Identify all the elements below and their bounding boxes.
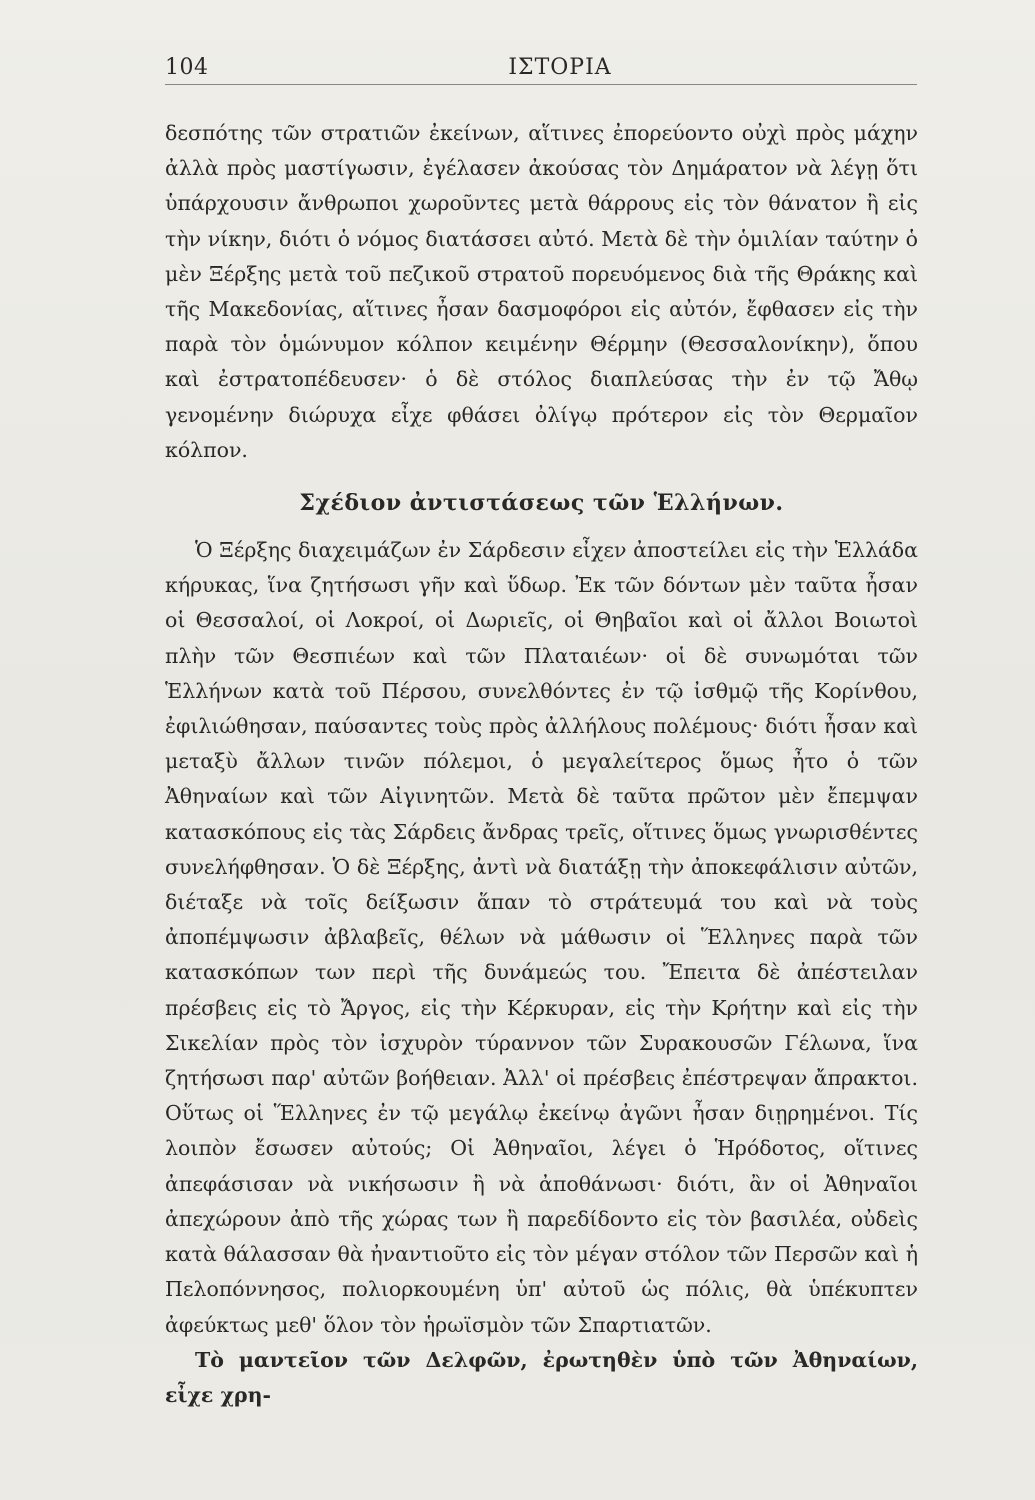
- section-heading: Σχέδιον ἀντιστάσεως τῶν Ἑλλήνων.: [299, 490, 784, 517]
- running-head: ΙΣΤΟΡΙΑ: [508, 55, 612, 80]
- page-header: [165, 55, 915, 85]
- page-number: 104: [165, 55, 209, 80]
- paragraph: Ὁ Ξέρξης διαχειμάζων ἐν Σάρδεσιν εἶχεν ἀποστείλει εἰς τὴν Ἑλλάδα κήρυκας, ἵνα ζητήσωσι γῆν καὶ ὕδωρ. Ἐκ τῶν δόντων μὲν ταῦτα ἦσαν οἱ Θεσσαλοί, οἱ Λοκροί, οἱ Δωριεῖς, οἱ Θηβαῖοι καὶ οἱ ἄλλοι Βοιωτοὶ πλὴν τῶν Θεσπιέων καὶ τῶν Πλαταιέων· οἱ δὲ συνωμόται τῶν Ἑλλήνων κατὰ τοῦ Πέρσου, συνελθόντες ἐν τῷ ἰσθμῷ τῆς Κορίνθου, ἐφιλιώθησαν, παύσαντες τοὺς πρὸς ἀλλήλους πολέμους· διότι ἦσαν καὶ μεταξὺ ἄλλων τινῶν πόλεμοι, ὁ μεγαλείτερος ὅμως ἦτο ὁ τῶν Ἀθηναίων καὶ τῶν Αἰγινητῶν. Μετὰ δὲ ταῦτα πρῶτον μὲν ἔπεμψαν κατασκόπους εἰς τὰς Σάρδεις ἄνδρας τρεῖς, οἵτινες ὅμως γνωρισθέντες συνελήφθησαν. Ὁ δὲ Ξέρξης, ἀντὶ νὰ διατάξῃ τὴν ἀποκεφάλισιν αὐτῶν, διέταξε νὰ τοῖς δείξωσιν ἅπαν τὸ στράτευμά του καὶ νὰ τοὺς ἀποπέμψωσιν ἀβλαβεῖς, θέλων νὰ μάθωσιν οἱ Ἕλληνες παρὰ τῶν κατασκόπων των περὶ τῆς δυνάμεώς του. Ἔπειτα δὲ ἀπέστειλαν πρέσβεις εἰς τὸ Ἄργος, εἰς τὴν Κέρκυραν, εἰς τὴν Κρήτην καὶ εἰς τὴν Σικελίαν πρὸς τὸν ἰσχυρὸν τύραννον τῶν Συρακουσῶν Γέλωνα, ἵνα ζητήσωσι παρ' αὐτῶν βοήθειαν. Ἀλλ' οἱ πρέσβεις ἐπέστρεψαν ἄπρακτοι. Οὕτως οἱ Ἕλληνες ἐν τῷ μεγάλῳ ἐκείνῳ ἀγῶνι ἦσαν διῃρημένοι. Τίς λοιπὸν ἔσωσεν αὐτούς; Οἱ Ἀθηναῖοι, λέγει ὁ Ἡρόδοτος, οἵτινες ἀπεφάσισαν νὰ νικήσωσιν ἢ νὰ ἀποθάνωσι· διότι, ἂν οἱ Ἀθηναῖοι ἀπεχώρουν ἀπὸ τῆς χώρας των ἢ παρεδίδοντο εἰς τὸν βασιλέα, οὐδεὶς κατὰ θάλασσαν θὰ ἠναντιοῦτο εἰς τὸν μέγαν στόλον τῶν Περσῶν καὶ ἡ Πελοπόννησος, πολιορκουμένη ὑπ' αὐτοῦ ὡς πόλις, θὰ ὑπέκυπτεν ἀφεύκτως μεθ' ὅλον τὸν ἡρωϊσμὸν τῶν Σπαρτιατῶν.: [165, 538, 918, 1337]
- paragraph-closing: Τὸ μαντεῖον τῶν Δελφῶν, ἐρωτηθὲν ὑπὸ τῶν Ἀθηναίων, εἶχε χρη-: [165, 1347, 918, 1407]
- header-rule: [165, 84, 917, 85]
- paragraph-continuation: δεσπότης τῶν στρατιῶν ἐκείνων, αἵτινες ἐπορεύοντο οὐχὶ πρὸς μάχην ἀλλὰ πρὸς μαστίγωσιν, ἐγέλασεν ἀκούσας τὸν Δημάρατον νὰ λέγῃ ὅτι ὑπάρχουσιν ἄνθρωποι χωροῦντες μετὰ θάρρους εἰς τὸν θάνατον ἢ εἰς τὴν νίκην, διότι ὁ νόμος διατάσσει αὐτό. Μετὰ δὲ τὴν ὁμιλίαν ταύτην ὁ μὲν Ξέρξης μετὰ τοῦ πεζικοῦ στρατοῦ πορευόμενος διὰ τῆς Θράκης καὶ τῆς Μακεδονίας, αἵτινες ἦσαν δασμοφόροι εἰς αὐτόν, ἔφθασεν εἰς τὴν παρὰ τὸν ὁμώνυμον κόλπον κειμένην Θέρμην (Θεσσαλονίκην), ὅπου καὶ ἐστρατοπέδευσεν· ὁ δὲ στόλος διαπλεύσας τὴν ἐν τῷ Ἄθῳ γενομένην διώρυχα εἶχε φθάσει ὀλίγῳ πρότερον εἰς τὸν Θερμαῖον κόλπον.: [165, 121, 918, 462]
- page-body: [165, 116, 918, 1413]
